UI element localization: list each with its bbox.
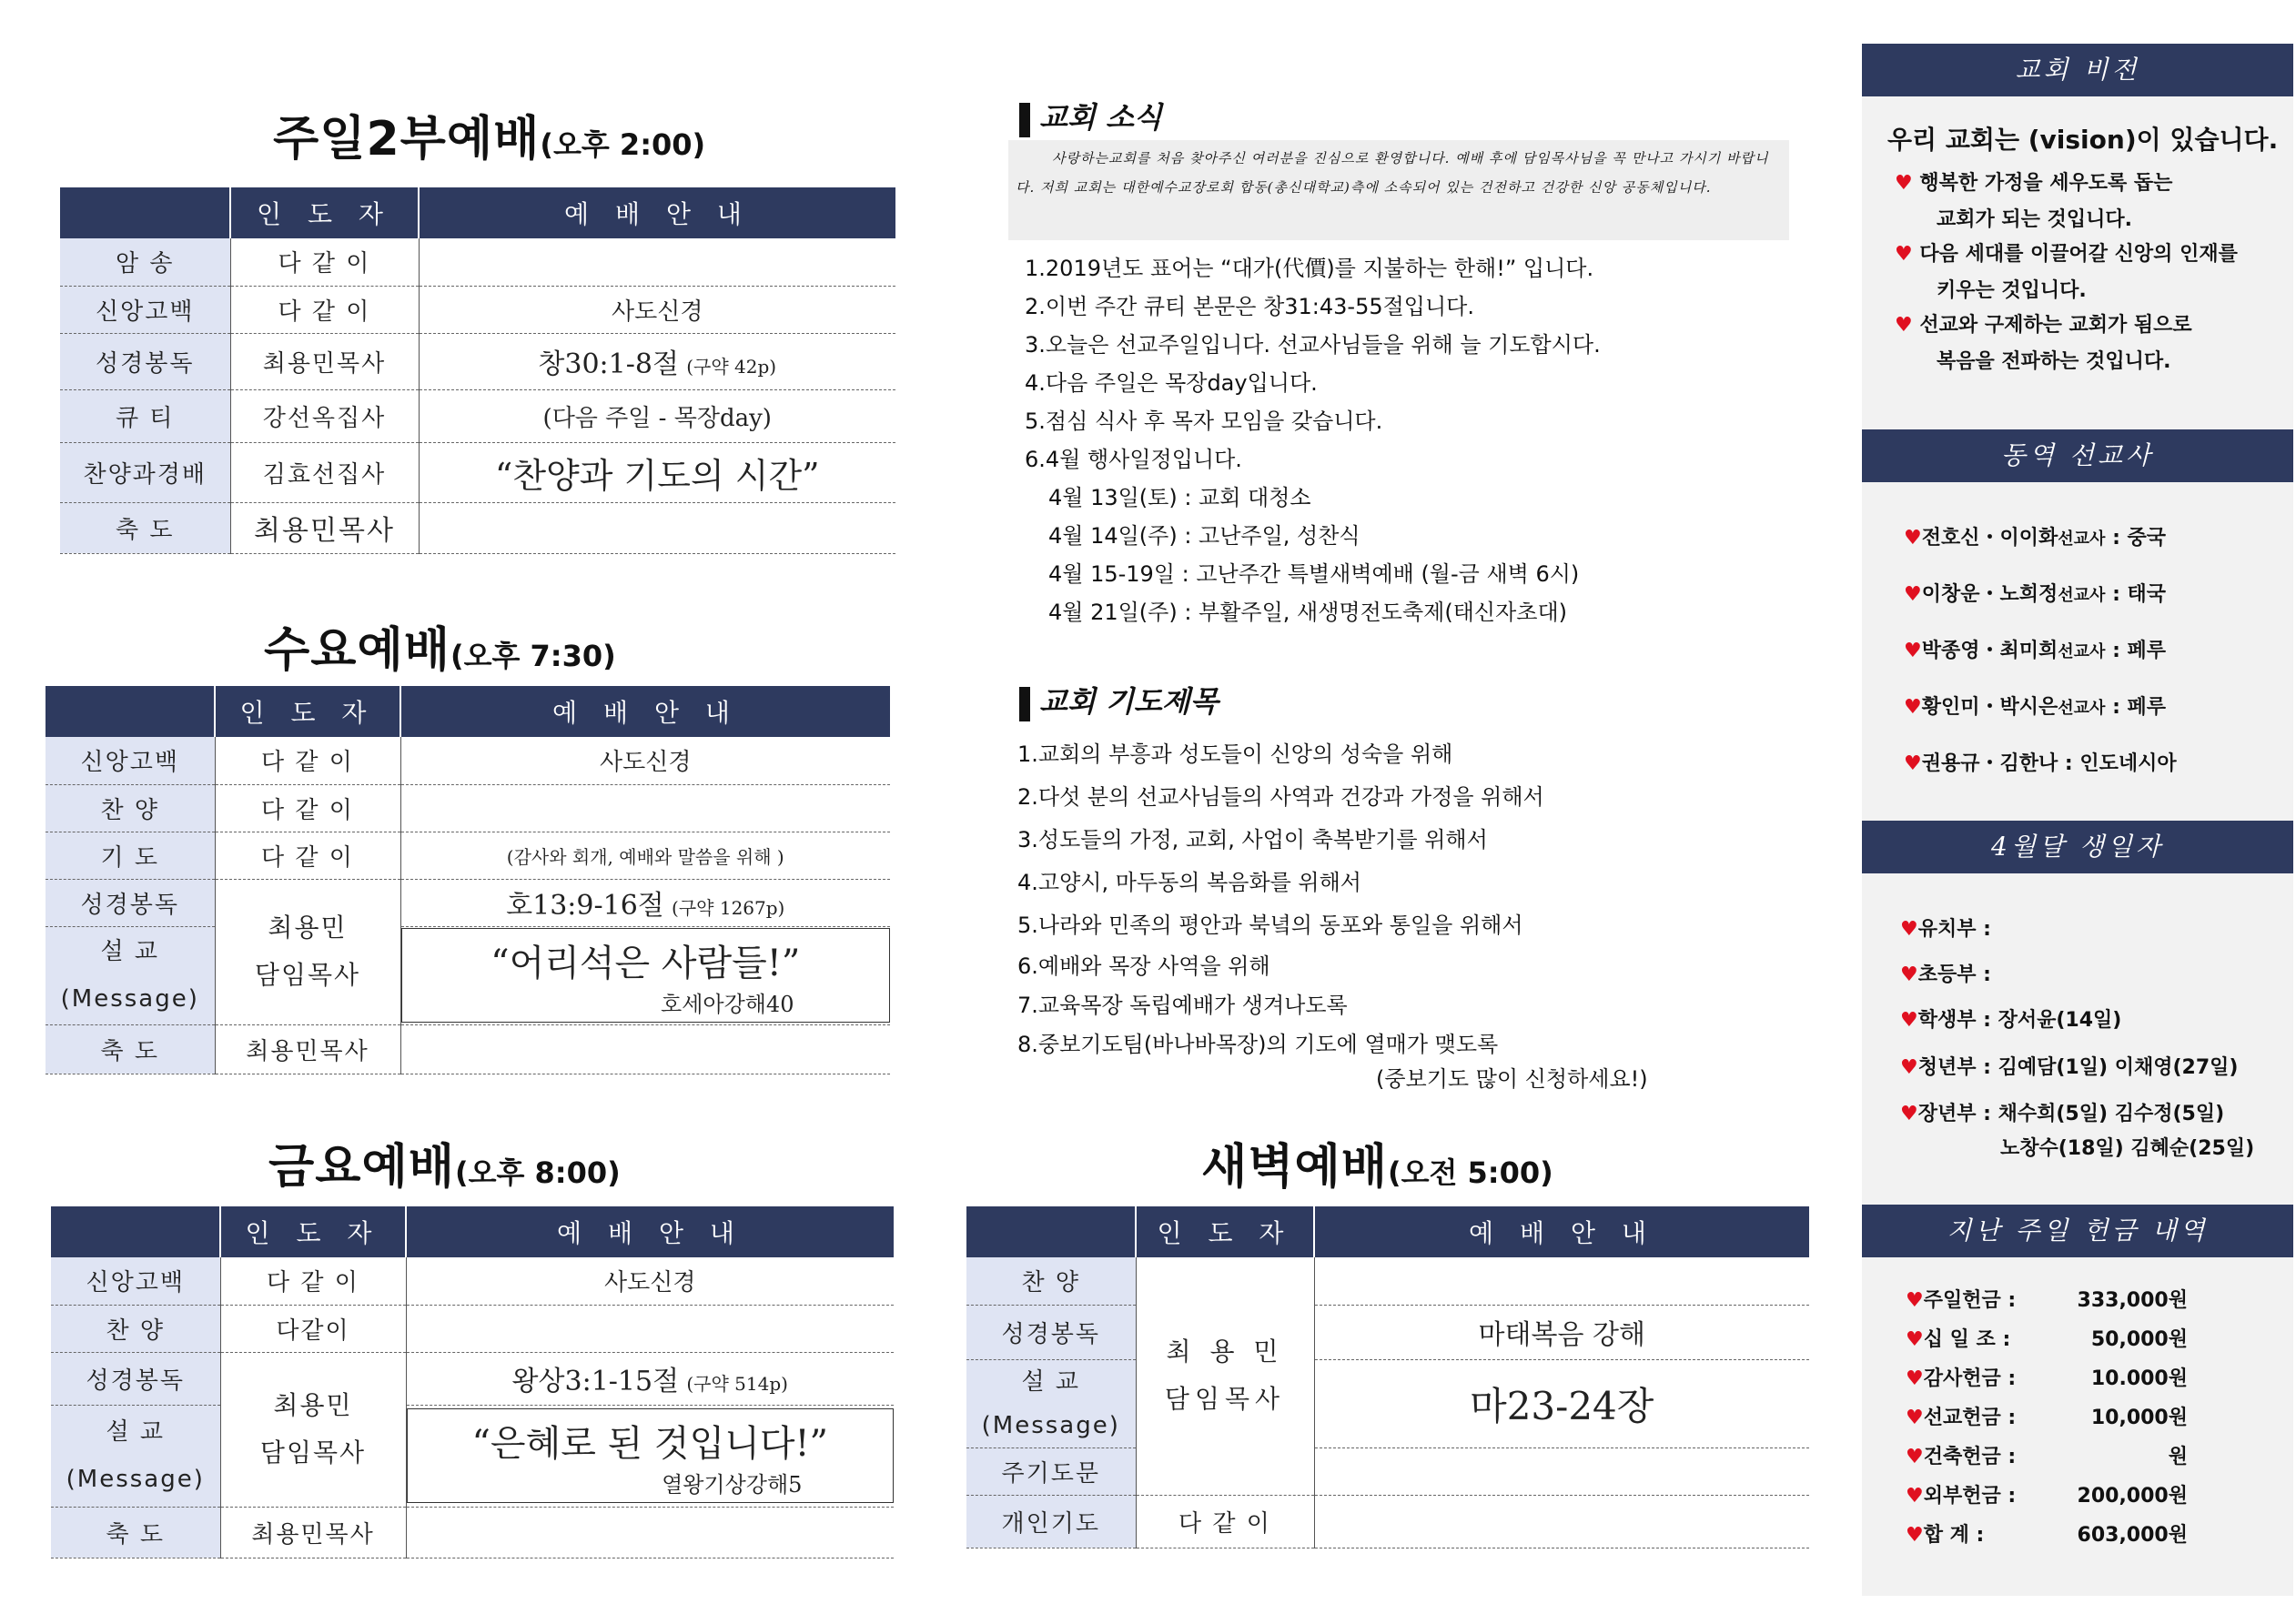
heart-icon: ♥ xyxy=(1906,1407,1924,1429)
list-item: ♥이창운・노희정선교사 : 태국 xyxy=(1904,583,2167,606)
list-item: ♥유치부 : xyxy=(1900,918,1991,941)
heart-icon: ♥ xyxy=(1904,583,1922,606)
vision-item: ♥ 행복한 가정을 세우도록 돕는 교회가 되는 것입니다. xyxy=(1895,172,2173,231)
list-item: 4.고양시, 마두동의 복음화를 위해서 xyxy=(1017,870,1361,895)
friday-table: 인 도 자 예 배 안 내 신앙고백 다 같 이 사도신경 찬 양 다같이 성경봉독 최용민 담임목사 왕상3:1-15절 (구약 514p) 설 교 (Message) “은혜로 된 것입니다!” 열왕기상강해5 축 도 최용민목사 xyxy=(51,1206,894,1558)
table-row: 찬 양 다 같 이 xyxy=(46,784,890,832)
table-row: 성경봉독 마태복음 강해 xyxy=(966,1305,1809,1359)
table-row: 성경봉독 최용민 담임목사 호13:9-16절 (구약 1267p) xyxy=(46,879,890,926)
vision-item: ♥ 선교와 구제하는 교회가 됨으로 복음을 전파하는 것입니다. xyxy=(1895,314,2192,373)
table-row: 축 도 최용민목사 xyxy=(51,1507,894,1558)
heading-bar-icon xyxy=(1019,103,1030,137)
list-item: 7.교육목장 독립예배가 생겨나도록 xyxy=(1017,993,1348,1018)
heart-icon: ♥ xyxy=(1900,1009,1918,1032)
table-row: 찬 양 다같이 xyxy=(51,1305,894,1352)
friday-title: 금요예배(오후 8:00) xyxy=(268,1140,621,1195)
heart-icon: ♥ xyxy=(1895,243,1913,266)
heart-icon: ♥ xyxy=(1904,752,1922,775)
heart-icon: ♥ xyxy=(1900,963,1918,986)
offerings-list xyxy=(1906,1281,2188,1555)
table-row: 신앙고백 다 같 이 사도신경 xyxy=(46,737,890,784)
list-item: 4월 15-19일 : 고난주간 특별새벽예배 (월-금 새벽 6시) xyxy=(1048,561,1580,587)
list-item: 1.2019년도 표어는 “대가(代價)를 지불하는 한해!” 입니다. xyxy=(1025,256,1594,281)
table-row: 성경봉독 최용민목사 창30:1-8절 (구약 42p) xyxy=(60,333,895,389)
heart-icon: ♥ xyxy=(1895,314,1913,337)
vision-heading: 교회 비전 xyxy=(1862,44,2293,96)
list-item: ♥주일헌금 : 333,000원 xyxy=(1906,1289,2188,1312)
list-item: 1.교회의 부흥과 성도들이 신앙의 성숙을 위해 xyxy=(1017,741,1453,767)
prayer-list xyxy=(1017,733,1544,1063)
table-row: 설 교 (Message) 마23-24장 xyxy=(966,1359,1809,1447)
table-row: 개인기도 다 같 이 xyxy=(966,1495,1809,1548)
heart-icon: ♥ xyxy=(1900,918,1918,941)
vision-intro: 우리 교회는 (vision)이 있습니다. xyxy=(1887,125,2279,155)
heart-icon: ♥ xyxy=(1906,1485,1924,1508)
table-row: 찬 양 최 용 민 담임목사 xyxy=(966,1257,1809,1305)
table-row: 찬양과경배 김효선집사 “찬양과 기도의 시간” xyxy=(60,442,895,502)
news-heading: 교회 소식 xyxy=(1019,95,1162,137)
list-item: ♥청년부 : 김예담(1일) 이채영(27일) xyxy=(1900,1056,2239,1079)
heart-icon: ♥ xyxy=(1904,640,1922,662)
list-item: ♥초등부 : xyxy=(1900,963,1991,986)
dawn-title: 새벽예배(오전 5:00) xyxy=(1201,1140,1553,1195)
table-row: 암 송 다 같 이 xyxy=(60,238,895,286)
list-item: ♥황인미・박시은선교사 : 페루 xyxy=(1904,696,2167,719)
list-item: ♥십 일 조 : 50,000원 xyxy=(1906,1328,2188,1351)
heart-icon: ♥ xyxy=(1900,1056,1918,1079)
list-item: 4.다음 주일은 목장day입니다. xyxy=(1025,370,1318,396)
table-row: 축 도 최용민목사 xyxy=(46,1024,890,1074)
table-row: 신앙고백 다 같 이 사도신경 xyxy=(51,1257,894,1305)
wednesday-title: 수요예배(오후 7:30) xyxy=(264,623,616,678)
heart-icon: ♥ xyxy=(1906,1328,1924,1351)
sunday-table: 인 도 자 예 배 안 내 암 송 다 같 이 신앙고백 다 같 이 사도신경 성경봉독 최용민목사 창30:1-8절 (구약 42p) 큐 티 강선옥집사 (다음 주일 - 목장day) 찬양과경배 김효선집사 “찬양과 기도의 시간” 축 도 최용민목사 xyxy=(60,187,895,554)
list-item: ♥선교헌금 : 10,000원 xyxy=(1906,1407,2188,1429)
list-item: 3.오늘은 선교주일입니다. 선교사님들을 위해 늘 기도합시다. xyxy=(1025,332,1601,358)
heart-icon: ♥ xyxy=(1906,1367,1924,1390)
offerings-heading: 지난 주일 헌금 내역 xyxy=(1862,1205,2293,1257)
dawn-table: 인 도 자 예 배 안 내 찬 양 최 용 민 담임목사 성경봉독 마태복음 강해 설 교 (Message) 마23-24장 주기도문 개인기도 다 같 이 xyxy=(966,1206,1809,1548)
sunday-title: 주일2부예배(오후 2:00) xyxy=(273,112,706,166)
prayer-note: (중보기도 많이 신청하세요!) xyxy=(1376,1066,1648,1092)
list-item: 5.점심 식사 후 목자 모임을 갖습니다. xyxy=(1025,409,1383,434)
heart-icon: ♥ xyxy=(1904,696,1922,719)
news-list xyxy=(1025,249,1601,631)
table-row: 기 도 다 같 이 (감사와 회개, 예배와 말씀을 위해 ) xyxy=(46,832,890,879)
heart-icon: ♥ xyxy=(1906,1524,1924,1547)
list-item: 8.중보기도팀(바나바목장)의 기도에 열매가 맺도록 xyxy=(1017,1032,1499,1057)
table-row: 주기도문 xyxy=(966,1447,1809,1495)
table-row: 설 교 (Message) “은혜로 된 것입니다!” 열왕기상강해5 xyxy=(51,1405,894,1507)
vision-item: ♥ 다음 세대를 이끌어갈 신앙의 인재를 키우는 것입니다. xyxy=(1895,243,2238,302)
heading-bar-icon xyxy=(1019,687,1030,721)
list-item: 4월 13일(토) : 교회 대청소 xyxy=(1048,485,1311,510)
list-item: ♥장년부 : 채수희(5일) 김수정(5일) 노창수(18일) 김혜순(25일) xyxy=(1900,1103,2255,1160)
table-row: 큐 티 강선옥집사 (다음 주일 - 목장day) xyxy=(60,389,895,442)
list-item: ♥외부헌금 : 200,000원 xyxy=(1906,1485,2188,1508)
list-item: ♥박종영・최미희선교사 : 페루 xyxy=(1904,640,2167,662)
list-item: ♥건축헌금 : 원 xyxy=(1906,1446,2188,1468)
list-item: 6.예배와 목장 사역을 위해 xyxy=(1017,953,1270,979)
table-row: 설 교 (Message) “어리석은 사람들!” 호세아강해40 xyxy=(46,926,890,1024)
list-item: ♥학생부 : 장서윤(14일) xyxy=(1900,1009,2122,1032)
heart-icon: ♥ xyxy=(1895,172,1913,195)
birthdays-heading: 4월달 생일자 xyxy=(1862,821,2293,873)
missionaries-heading: 동역 선교사 xyxy=(1862,429,2293,482)
table-row: 신앙고백 다 같 이 사도신경 xyxy=(60,286,895,333)
list-item: ♥권용규・김한나 : 인도네시아 xyxy=(1904,752,2177,775)
list-item: ♥전호신・이이화선교사 : 중국 xyxy=(1904,527,2167,550)
news-intro: 사랑하는교회를 처음 찾아주신 여러분을 진심으로 환영합니다. 예배 후에 담임목사님을 꼭 만나고 가시기 바랍니다. 저희 교회는 대한예수교장로회 합동(총신대학교)측에 소속되어 있는 건전하고 건강한 신앙 공동체입니다. xyxy=(1008,140,1789,240)
list-item: 3.성도들의 가정, 교회, 사업이 축복받기를 위해서 xyxy=(1017,827,1488,852)
heart-icon: ♥ xyxy=(1904,527,1922,550)
wednesday-table: 인 도 자 예 배 안 내 신앙고백 다 같 이 사도신경 찬 양 다 같 이 기 도 다 같 이 (감사와 회개, 예배와 말씀을 위해 ) 성경봉독 최용민 담임목사 호13:9-16절 (구약 1267p) 설 교 (Message) “어리석은 사람들!” 호세아강해40 축 도 최용민목사 xyxy=(46,686,890,1074)
list-item: 6.4월 행사일정입니다. xyxy=(1025,447,1242,472)
table-row: 축 도 최용민목사 xyxy=(60,502,895,553)
list-item: 4월 14일(주) : 고난주일, 성찬식 xyxy=(1048,523,1360,549)
list-item: ♥감사헌금 : 10.000원 xyxy=(1906,1367,2188,1390)
heart-icon: ♥ xyxy=(1900,1103,1918,1125)
prayer-heading: 교회 기도제목 xyxy=(1019,679,1219,721)
list-item: ♥합 계 : 603,000원 xyxy=(1906,1524,2188,1547)
list-item: 2.이번 주간 큐티 본문은 창31:43-55절입니다. xyxy=(1025,294,1474,319)
table-row: 성경봉독 최용민 담임목사 왕상3:1-15절 (구약 514p) xyxy=(51,1352,894,1405)
list-item: 2.다섯 분의 선교사님들의 사역과 건강과 가정을 위해서 xyxy=(1017,784,1544,810)
heart-icon: ♥ xyxy=(1906,1446,1924,1468)
list-item: 5.나라와 민족의 평안과 북녘의 동포와 통일을 위해서 xyxy=(1017,913,1523,938)
heart-icon: ♥ xyxy=(1906,1289,1924,1312)
list-item: 4월 21일(주) : 부활주일, 새생명전도축제(태신자초대) xyxy=(1048,600,1567,625)
